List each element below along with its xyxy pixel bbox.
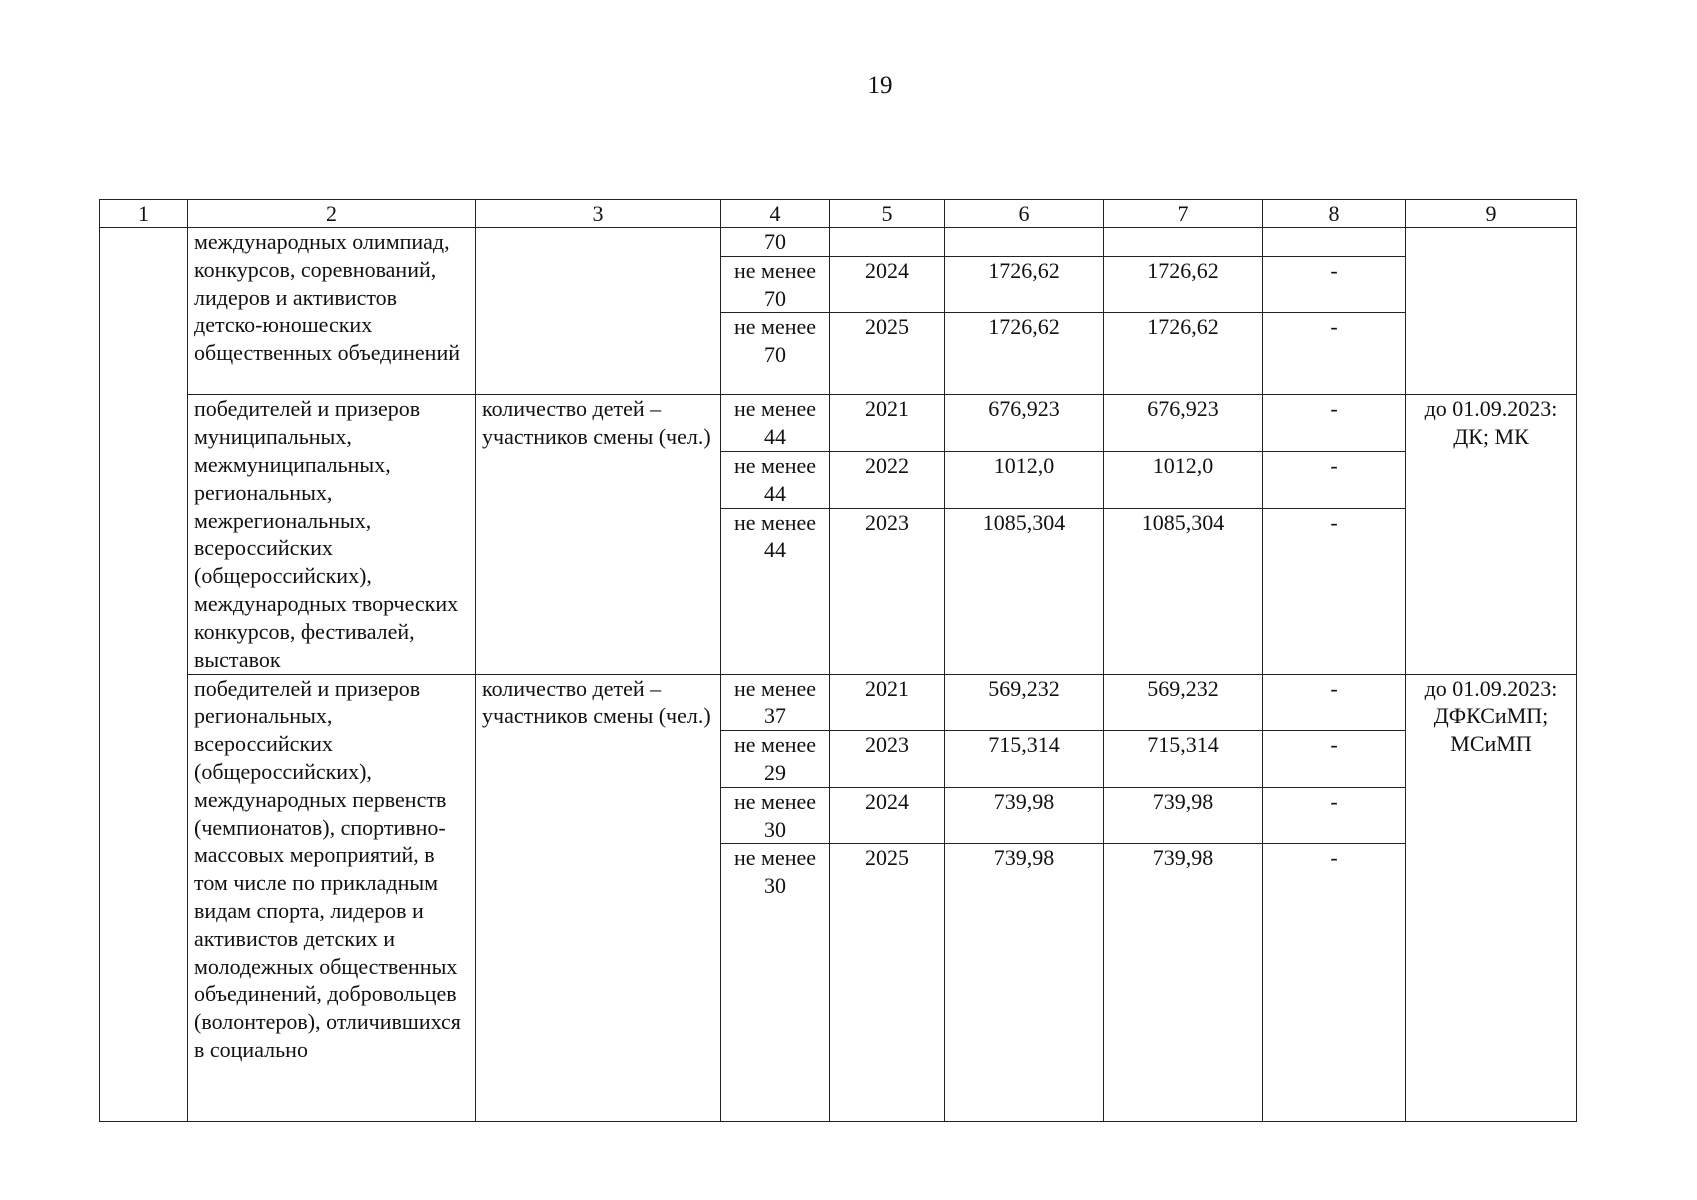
amount-col8: - xyxy=(1263,256,1406,313)
amount-col7: 1085,304 xyxy=(1104,508,1263,674)
amount-col8: - xyxy=(1263,674,1406,731)
amount-col7 xyxy=(1104,228,1263,257)
amount-col6: 739,98 xyxy=(945,844,1104,1122)
page-number: 19 xyxy=(867,72,893,99)
amount-col7: 1012,0 xyxy=(1104,451,1263,508)
responsible-cell: до 01.09.2023: ДФКСиМП; МСиМП xyxy=(1406,674,1577,1122)
year-cell: 2024 xyxy=(830,256,945,313)
header-col-4: 4 xyxy=(721,200,830,228)
min-value: не менее 29 xyxy=(721,731,830,788)
year-cell: 2021 xyxy=(830,395,945,452)
amount-col6: 1726,62 xyxy=(945,256,1104,313)
min-value: не менее 70 xyxy=(721,256,830,313)
year-cell: 2024 xyxy=(830,787,945,844)
amount-col8: - xyxy=(1263,395,1406,452)
min-value: не менее 44 xyxy=(721,395,830,452)
amount-col7: 1726,62 xyxy=(1104,313,1263,395)
year-cell: 2021 xyxy=(830,674,945,731)
year-cell: 2025 xyxy=(830,313,945,395)
program-table xyxy=(99,199,1577,1122)
year-cell xyxy=(830,228,945,257)
min-value: не менее 37 xyxy=(721,674,830,731)
row-description: победителей и призеров региональных, всероссийских (общероссийских), международных первенств (чемпионатов), спортивно-массовых мероприятий, в том числе по прикладным видам спорта, лидеров и активистов детских и молодежных общественных объединений, добровольцев (волонтеров), отличившихся в социально xyxy=(188,674,476,1122)
indicator-cell: количество детей – участников смены (чел.) xyxy=(476,674,721,1122)
header-col-5: 5 xyxy=(830,200,945,228)
amount-col8: - xyxy=(1263,844,1406,1122)
min-value: не менее 30 xyxy=(721,844,830,1122)
year-cell: 2023 xyxy=(830,731,945,788)
amount-col8: - xyxy=(1263,731,1406,788)
column-1-cell xyxy=(100,228,188,1122)
header-col-2: 2 xyxy=(188,200,476,228)
min-value: 70 xyxy=(721,228,830,257)
year-cell: 2022 xyxy=(830,451,945,508)
amount-col7: 1726,62 xyxy=(1104,256,1263,313)
min-value: не менее 70 xyxy=(721,313,830,395)
year-cell: 2025 xyxy=(830,844,945,1122)
amount-col6: 1085,304 xyxy=(945,508,1104,674)
amount-col8: - xyxy=(1263,787,1406,844)
amount-col7: 739,98 xyxy=(1104,787,1263,844)
amount-col6: 1012,0 xyxy=(945,451,1104,508)
min-value: не менее 44 xyxy=(721,451,830,508)
responsible-cell: до 01.09.2023: ДК; МК xyxy=(1406,395,1577,674)
header-row xyxy=(100,200,1577,228)
table-row xyxy=(100,674,1577,731)
amount-col6: 715,314 xyxy=(945,731,1104,788)
amount-col7: 569,232 xyxy=(1104,674,1263,731)
indicator-cell xyxy=(476,228,721,395)
amount-col6 xyxy=(945,228,1104,257)
row-description: победителей и призеров муниципальных, межмуниципальных, региональных, межрегиональных, всероссийских (общероссийских), международных творческих конкурсов, фестивалей, выставок xyxy=(188,395,476,674)
amount-col8 xyxy=(1263,228,1406,257)
header-col-7: 7 xyxy=(1104,200,1263,228)
amount-col6: 569,232 xyxy=(945,674,1104,731)
amount-col6: 676,923 xyxy=(945,395,1104,452)
amount-col8: - xyxy=(1263,451,1406,508)
header-col-1: 1 xyxy=(100,200,188,228)
amount-col6: 1726,62 xyxy=(945,313,1104,395)
header-col-6: 6 xyxy=(945,200,1104,228)
table-row xyxy=(100,228,1577,257)
table-row xyxy=(100,395,1577,452)
amount-col6: 739,98 xyxy=(945,787,1104,844)
indicator-cell: количество детей – участников смены (чел.) xyxy=(476,395,721,674)
amount-col7: 715,314 xyxy=(1104,731,1263,788)
header-col-3: 3 xyxy=(476,200,721,228)
min-value: не менее 44 xyxy=(721,508,830,674)
amount-col7: 676,923 xyxy=(1104,395,1263,452)
responsible-cell xyxy=(1406,228,1577,395)
amount-col8: - xyxy=(1263,508,1406,674)
year-cell: 2023 xyxy=(830,508,945,674)
header-col-9: 9 xyxy=(1406,200,1577,228)
min-value: не менее 30 xyxy=(721,787,830,844)
amount-col8: - xyxy=(1263,313,1406,395)
header-col-8: 8 xyxy=(1263,200,1406,228)
amount-col7: 739,98 xyxy=(1104,844,1263,1122)
row-description: международных олимпиад, конкурсов, соревнований, лидеров и активистов детско-юношеских общественных объединений xyxy=(188,228,476,395)
